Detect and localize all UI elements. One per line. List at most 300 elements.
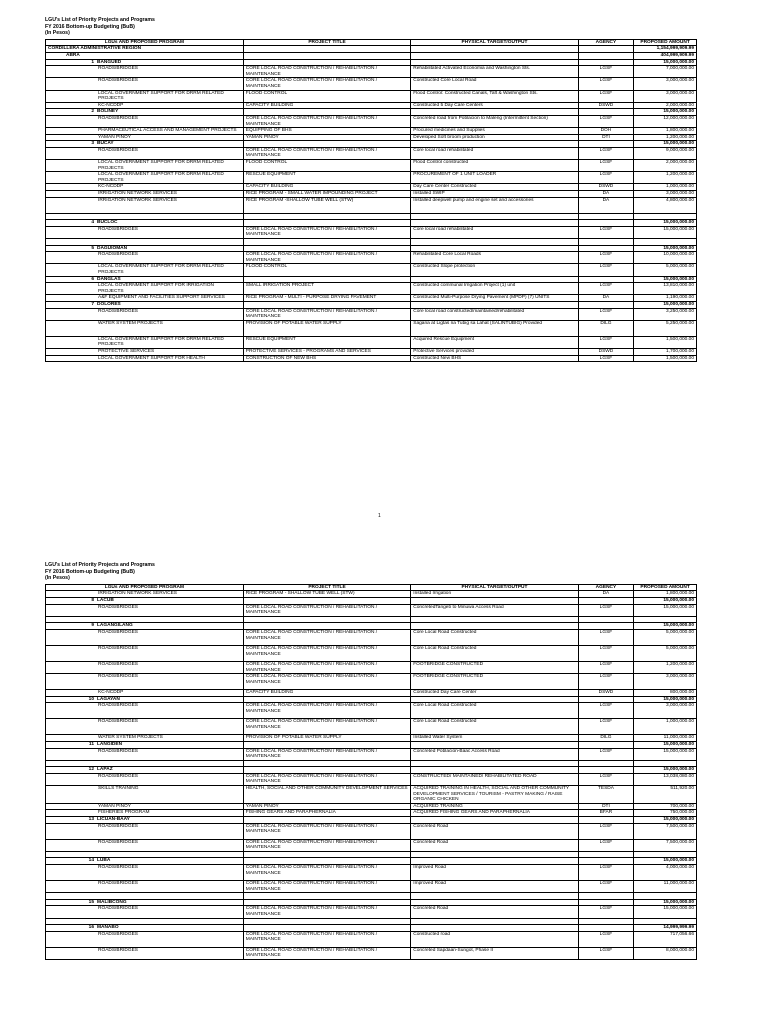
- amount-cell: 3,000,000.00: [634, 674, 697, 690]
- table-row: [46, 115, 697, 127]
- project-title-cell: CORE LOCAL ROAD CONSTRUCTION / REHABILITATION / MAINTENANCE: [243, 226, 410, 238]
- lgu-total-amount: 15,000,000.00: [634, 597, 697, 604]
- program-cell: LOCAL GOVERNMENT SUPPORT FOR DRRM RELATED PROJECTS: [46, 336, 244, 348]
- program-cell: LOCAL GOVERNMENT SUPPORT FOR DRRM RELATED PROJECTS: [46, 172, 244, 184]
- agency-cell: LGSF: [578, 906, 633, 918]
- empty-cell: [578, 141, 633, 148]
- spacer-cell: [46, 616, 244, 623]
- physical-target-cell: Constructed road: [411, 931, 578, 947]
- project-title-cell: CORE LOCAL ROAD CONSTRUCTION / REHABILITATION / MAINTENANCE: [243, 115, 410, 127]
- lgu-row: [46, 696, 697, 703]
- program-cell: ROADS/BRIDGES: [46, 308, 244, 320]
- table-row: [46, 703, 697, 719]
- empty-cell: [243, 52, 410, 59]
- project-title-cell: FISHING GEARS AND PARAPHERNALIA: [243, 810, 410, 817]
- program-cell: ROADS/BRIDGES: [46, 719, 244, 735]
- agency-cell: LGSF: [578, 881, 633, 893]
- physical-target-cell: Developed Soft broom production: [411, 134, 578, 141]
- lgu-name: DAGUIOMAN: [97, 245, 128, 251]
- page-number: 1: [378, 513, 381, 519]
- agency-cell: DA: [578, 197, 633, 213]
- empty-cell: [578, 899, 633, 906]
- program-cell: ROADS/BRIDGES: [46, 823, 244, 839]
- report-unit: (In Pesos): [45, 30, 70, 37]
- lgu-number: 10: [88, 696, 94, 702]
- lgu-number: 12: [88, 767, 94, 773]
- empty-cell: [411, 46, 578, 53]
- lgu-total-amount: 15,000,000.00: [634, 741, 697, 748]
- lgu-row: [46, 245, 697, 252]
- physical-target-cell: Installed SWIP: [411, 191, 578, 198]
- spacer-cell: [634, 213, 697, 220]
- physical-target-cell: Flood Control: Constructed Canals, Taft & Washington Sts.: [411, 90, 578, 102]
- empty-cell: [243, 59, 410, 66]
- empty-cell: [411, 276, 578, 283]
- report-title: LGU's List of Priority Projects and Programs: [45, 562, 155, 568]
- project-title-cell: RICE PROGRAM - MULTI - PURPOSE DRYING PAVEMENT: [243, 295, 410, 302]
- lgu-row: [46, 597, 697, 604]
- program-cell: LOCAL GOVERNMENT SUPPORT FOR IRRIGATION PROJECTS: [46, 283, 244, 295]
- project-title-cell: CORE LOCAL ROAD CONSTRUCTION / REHABILITATION / MAINTENANCE: [243, 839, 410, 851]
- empty-cell: [578, 696, 633, 703]
- lgu-name-cell: [46, 817, 244, 824]
- table-row: [46, 839, 697, 851]
- province-name-cell: ABRA: [46, 52, 244, 59]
- table-row: [46, 690, 697, 697]
- spacer-cell: [411, 213, 578, 220]
- amount-cell: 3,000,000.00: [634, 191, 697, 198]
- physical-target-cell: Protective Services provided: [411, 348, 578, 355]
- lgu-name-cell: [46, 925, 244, 932]
- column-header-amount: PROPOSED AMOUNT: [634, 584, 697, 591]
- table-row: [46, 348, 697, 355]
- lgu-row: [46, 276, 697, 283]
- project-title-cell: CORE LOCAL ROAD CONSTRUCTION / REHABILITATION / MAINTENANCE: [243, 308, 410, 320]
- spacer-cell: [46, 893, 244, 900]
- physical-target-cell: Concreted Road: [411, 906, 578, 918]
- physical-target-cell: Core Local Road Constructed: [411, 629, 578, 645]
- spacer-cell: [634, 616, 697, 623]
- spacer-cell: [411, 893, 578, 900]
- amount-cell: 9,000,000.00: [634, 147, 697, 159]
- physical-target-cell: Concreted Road: [411, 823, 578, 839]
- program-cell: ROADS/BRIDGES: [46, 661, 244, 673]
- table-row: [46, 748, 697, 760]
- project-title-cell: CORE LOCAL ROAD CONSTRUCTION / REHABILITATION / MAINTENANCE: [243, 748, 410, 760]
- amount-cell: 11,000,000.00: [634, 881, 697, 893]
- agency-cell: DTI: [578, 803, 633, 810]
- program-cell: WATER SYSTEM PROJECTS: [46, 735, 244, 742]
- physical-target-cell: Rehabilitated Activated Economia and Washington Sts.: [411, 66, 578, 78]
- empty-cell: [243, 767, 410, 774]
- lgu-row: [46, 220, 697, 227]
- projects-table: [45, 39, 697, 362]
- amount-cell: 1,000,000.00: [634, 184, 697, 191]
- amount-cell: 12,000,000.00: [634, 115, 697, 127]
- program-cell: IRRIGATION NETWORK SERVICES: [46, 197, 244, 213]
- agency-cell: LGSF: [578, 645, 633, 661]
- lgu-total-amount: 15,000,000.00: [634, 276, 697, 283]
- program-cell: ROADS/BRIDGES: [46, 773, 244, 785]
- empty-cell: [411, 767, 578, 774]
- empty-cell: [411, 59, 578, 66]
- amount-cell: 2,000,000.00: [634, 160, 697, 172]
- lgu-total-amount: 14,999,999.99: [634, 925, 697, 932]
- physical-target-cell: Procured medicines and Supplies: [411, 128, 578, 135]
- table-row: [46, 591, 697, 598]
- lgu-total-amount: 15,000,000.00: [634, 141, 697, 148]
- report-subtitle: FY 2016 Bottom-up Budgeting (BuB): [45, 23, 135, 30]
- agency-cell: LGSF: [578, 748, 633, 760]
- lgu-name-cell: [46, 597, 244, 604]
- amount-cell: 3,000,000.00: [634, 90, 697, 102]
- project-title-cell: CORE LOCAL ROAD CONSTRUCTION / REHABILITATION / MAINTENANCE: [243, 906, 410, 918]
- table-row: [46, 66, 697, 78]
- table-row: [46, 735, 697, 742]
- amount-cell: 1,000,000.00: [634, 719, 697, 735]
- table-row: [46, 786, 697, 804]
- lgu-number: 8: [91, 597, 94, 603]
- spacer-cell: [243, 851, 410, 858]
- physical-target-cell: CONSTRUCTED/ MAINTAINED/ REHABILITATED ROAD: [411, 773, 578, 785]
- lgu-total-amount: 15,000,000.00: [634, 245, 697, 252]
- physical-target-cell: Acquired Rescue Equipment: [411, 336, 578, 348]
- table-row: [46, 295, 697, 302]
- spacer-cell: [411, 918, 578, 925]
- spacer-cell: [578, 213, 633, 220]
- lgu-number: 11: [88, 741, 94, 747]
- program-cell: ROADS/BRIDGES: [46, 865, 244, 881]
- spacer-cell: [46, 918, 244, 925]
- lgu-name-cell: [46, 59, 244, 66]
- amount-cell: 5,000,000.00: [634, 264, 697, 276]
- table-row: [46, 128, 697, 135]
- empty-cell: [411, 245, 578, 252]
- amount-cell: 700,000.00: [634, 803, 697, 810]
- column-header-amount: PROPOSED AMOUNT: [634, 39, 697, 46]
- empty-cell: [411, 220, 578, 227]
- empty-cell: [411, 52, 578, 59]
- table-row: [46, 147, 697, 159]
- spacer-cell: [578, 851, 633, 858]
- spacer-cell: [578, 893, 633, 900]
- spacer-row: [46, 851, 697, 858]
- empty-cell: [243, 46, 410, 53]
- empty-cell: [243, 276, 410, 283]
- empty-cell: [411, 741, 578, 748]
- table-row: [46, 191, 697, 198]
- region-total-amount: 1,154,999,909.99: [634, 46, 697, 53]
- amount-cell: 1,200,000.00: [634, 134, 697, 141]
- project-title-cell: CORE LOCAL ROAD CONSTRUCTION / REHABILITATION / MAINTENANCE: [243, 703, 410, 719]
- lgu-row: [46, 858, 697, 865]
- lgu-name-cell: [46, 301, 244, 308]
- lgu-total-amount: 15,000,000.00: [634, 623, 697, 630]
- document-page-2: [45, 562, 697, 960]
- physical-target-cell: Concreted Sapdaan-Sungot, Phase II: [411, 947, 578, 959]
- agency-cell: LGSF: [578, 264, 633, 276]
- physical-target-cell: ConcretedTangeb to Minuwa Access Road: [411, 604, 578, 616]
- empty-cell: [243, 858, 410, 865]
- province-row: [46, 52, 697, 59]
- table-body: [46, 591, 697, 960]
- program-cell: WATER SYSTEM PROJECTS: [46, 320, 244, 336]
- program-cell: ROADS/BRIDGES: [46, 703, 244, 719]
- program-cell: PHARMACEUTICAL ACCESS AND MANAGEMENT PROJECTS: [46, 128, 244, 135]
- lgu-row: [46, 925, 697, 932]
- empty-cell: [578, 767, 633, 774]
- empty-cell: [243, 696, 410, 703]
- project-title-cell: CAPACITY BUILDING: [243, 102, 410, 109]
- empty-cell: [578, 858, 633, 865]
- project-title-cell: CORE LOCAL ROAD CONSTRUCTION / REHABILITATION / MAINTENANCE: [243, 66, 410, 78]
- empty-cell: [411, 109, 578, 116]
- project-title-cell: PROVISION OF POTABLE WATER SUPPLY: [243, 320, 410, 336]
- spacer-cell: [411, 239, 578, 246]
- spacer-cell: [243, 616, 410, 623]
- program-cell: YAMAN PINOY: [46, 134, 244, 141]
- amount-cell: 511,920.00: [634, 786, 697, 804]
- physical-target-cell: Constructed Core Local Road: [411, 78, 578, 90]
- lgu-name-cell: [46, 858, 244, 865]
- program-cell: ROADS/BRIDGES: [46, 674, 244, 690]
- program-cell: ROADS/BRIDGES: [46, 881, 244, 893]
- lgu-number: 1: [91, 59, 94, 65]
- agency-cell: LGSF: [578, 661, 633, 673]
- empty-cell: [411, 597, 578, 604]
- report-unit: (In Pesos): [45, 575, 70, 582]
- project-title-cell: YAMAN PINOY: [243, 803, 410, 810]
- agency-cell: LGSF: [578, 283, 633, 295]
- spacer-cell: [578, 616, 633, 623]
- physical-target-cell: Constructed New BHS: [411, 355, 578, 362]
- project-title-cell: EQUIPPING OF BHS: [243, 128, 410, 135]
- table-body: [46, 46, 697, 362]
- amount-cell: 8,000,000.00: [634, 947, 697, 959]
- lgu-total-amount: 15,000,000.00: [634, 899, 697, 906]
- lgu-total-amount: 15,000,000.00: [634, 59, 697, 66]
- table-row: [46, 252, 697, 264]
- program-cell: ROADS/BRIDGES: [46, 645, 244, 661]
- empty-cell: [578, 597, 633, 604]
- empty-cell: [578, 623, 633, 630]
- empty-cell: [411, 925, 578, 932]
- agency-cell: LGSF: [578, 719, 633, 735]
- lgu-number: 15: [88, 899, 94, 905]
- agency-cell: LGSF: [578, 865, 633, 881]
- spacer-cell: [578, 918, 633, 925]
- amount-cell: 1,800,000.00: [634, 128, 697, 135]
- empty-cell: [411, 858, 578, 865]
- agency-cell: TESDA: [578, 786, 633, 804]
- program-cell: ROADS/BRIDGES: [46, 78, 244, 90]
- spacer-cell: [243, 893, 410, 900]
- physical-target-cell: Constructed Multi-Purpose Drying Pavement (MPDP) (7) UNITS: [411, 295, 578, 302]
- table-row: [46, 172, 697, 184]
- table-row: [46, 661, 697, 673]
- lgu-name: MALIBCONG: [97, 899, 127, 905]
- amount-cell: 1,800,000.00: [634, 591, 697, 598]
- empty-cell: [578, 276, 633, 283]
- project-title-cell: CAPACITY BUILDING: [243, 184, 410, 191]
- project-title-cell: PROVISION OF POTABLE WATER SUPPLY: [243, 735, 410, 742]
- amount-cell: 800,000.00: [634, 690, 697, 697]
- amount-cell: 15,000,000.00: [634, 226, 697, 238]
- table-row: [46, 674, 697, 690]
- physical-target-cell: Concreted Road: [411, 839, 578, 851]
- spacer-cell: [46, 851, 244, 858]
- lgu-name: BANGUED: [97, 59, 122, 65]
- project-title-cell: RICE PROGRAM -SHALLOW TUBE WELL (STW): [243, 197, 410, 213]
- physical-target-cell: Constructed 5 Day Care Centers: [411, 102, 578, 109]
- amount-cell: 7,000,000.00: [634, 66, 697, 78]
- table-row: [46, 604, 697, 616]
- lgu-name-cell: [46, 899, 244, 906]
- agency-cell: LGSF: [578, 839, 633, 851]
- agency-cell: DILG: [578, 735, 633, 742]
- program-cell: ROADS/BRIDGES: [46, 147, 244, 159]
- spacer-cell: [243, 239, 410, 246]
- project-title-cell: PROTECTIVE SERVICES - PROGRAMS AND SERVICES: [243, 348, 410, 355]
- agency-cell: DTI: [578, 134, 633, 141]
- table-row: [46, 283, 697, 295]
- agency-cell: LGSF: [578, 147, 633, 159]
- table-row: [46, 184, 697, 191]
- lgu-total-amount: 15,000,000.00: [634, 817, 697, 824]
- amount-cell: 15,000,000.00: [634, 906, 697, 918]
- physical-target-cell: Core local road constructed/maintained/rehabilitated: [411, 308, 578, 320]
- amount-cell: 1,500,000.00: [634, 355, 697, 362]
- table-row: [46, 719, 697, 735]
- agency-cell: LGSF: [578, 172, 633, 184]
- empty-cell: [243, 817, 410, 824]
- spacer-cell: [634, 918, 697, 925]
- table-row: [46, 78, 697, 90]
- table-row: [46, 773, 697, 785]
- amount-cell: 750,000.00: [634, 810, 697, 817]
- empty-cell: [243, 623, 410, 630]
- physical-target-cell: Core Local Road Constructed: [411, 703, 578, 719]
- lgu-number: 14: [88, 858, 94, 864]
- table-row: [46, 865, 697, 881]
- spacer-cell: [411, 760, 578, 767]
- spacer-cell: [634, 239, 697, 246]
- lgu-row: [46, 109, 697, 116]
- table-header: [46, 584, 697, 591]
- report-subtitle: FY 2016 Bottom-up Budgeting (BuB): [45, 568, 135, 575]
- empty-cell: [243, 109, 410, 116]
- table-row: [46, 320, 697, 336]
- lgu-number: 6: [91, 276, 94, 282]
- lgu-name: BUCLOC: [97, 220, 118, 226]
- project-title-cell: CONSTRUCTION OF NEW BHS: [243, 355, 410, 362]
- lgu-row: [46, 623, 697, 630]
- agency-cell: LGSF: [578, 308, 633, 320]
- program-cell: IRRIGATION NETWORK SERVICES: [46, 591, 244, 598]
- empty-cell: [578, 301, 633, 308]
- program-cell: ROADS/BRIDGES: [46, 947, 244, 959]
- spacer-cell: [243, 918, 410, 925]
- program-cell: A&F EQUIPMENT AND FACILITIES SUPPORT SERVICES: [46, 295, 244, 302]
- physical-target-cell: Sagana at Ligtas na Tubig sa Lahat (SALINTUBIG) Provided: [411, 320, 578, 336]
- program-cell: SKILLS TRAINING: [46, 786, 244, 804]
- project-title-cell: CORE LOCAL ROAD CONSTRUCTION / REHABILITATION / MAINTENANCE: [243, 947, 410, 959]
- spacer-cell: [46, 760, 244, 767]
- lgu-number: 7: [91, 301, 94, 307]
- amount-cell: 5,000,000.00: [634, 645, 697, 661]
- empty-cell: [243, 597, 410, 604]
- program-cell: ROADS/BRIDGES: [46, 748, 244, 760]
- table-row: [46, 947, 697, 959]
- spacer-row: [46, 918, 697, 925]
- agency-cell: LGSF: [578, 90, 633, 102]
- lgu-number: 2: [91, 109, 94, 115]
- program-cell: ROADS/BRIDGES: [46, 906, 244, 918]
- lgu-name: DOLORES: [97, 301, 121, 307]
- column-header-physical-target: PHYSICAL TARGET/OUTPUT: [411, 584, 578, 591]
- physical-target-cell: Improved Road: [411, 865, 578, 881]
- lgu-name-cell: [46, 767, 244, 774]
- lgu-row: [46, 899, 697, 906]
- agency-cell: LGSF: [578, 66, 633, 78]
- empty-cell: [411, 301, 578, 308]
- lgu-name-cell: [46, 109, 244, 116]
- project-title-cell: CORE LOCAL ROAD CONSTRUCTION / REHABILITATION / MAINTENANCE: [243, 881, 410, 893]
- physical-target-cell: Installed Irrigation: [411, 591, 578, 598]
- lgu-number: 9: [91, 623, 94, 629]
- physical-target-cell: Concreted road from Poblacion to Maleng (Intermittent Section): [411, 115, 578, 127]
- spacer-cell: [411, 616, 578, 623]
- agency-cell: LGSF: [578, 629, 633, 645]
- spacer-cell: [411, 851, 578, 858]
- agency-cell: LGSF: [578, 160, 633, 172]
- agency-cell: LGSF: [578, 703, 633, 719]
- amount-cell: 5,250,000.00: [634, 320, 697, 336]
- spacer-cell: [634, 851, 697, 858]
- project-title-cell: CORE LOCAL ROAD CONSTRUCTION / REHABILITATION / MAINTENANCE: [243, 629, 410, 645]
- amount-cell: 717,056.66: [634, 931, 697, 947]
- lgu-name: LUBA: [97, 858, 111, 864]
- program-cell: LOCAL GOVERNMENT SUPPORT FOR DRRM RELATED PROJECTS: [46, 90, 244, 102]
- project-title-cell: RICE PROGRAM - SHALLOW TUBE WELL (STW): [243, 591, 410, 598]
- program-cell: YAMAN PINOY: [46, 803, 244, 810]
- project-title-cell: RICE PROGRAM - SMALL WATER IMPOUNDING PROJECT: [243, 191, 410, 198]
- lgu-number: 4: [91, 220, 94, 226]
- amount-cell: 3,000,000.00: [634, 78, 697, 90]
- lgu-row: [46, 141, 697, 148]
- project-title-cell: FLOOD CONTROL: [243, 90, 410, 102]
- lgu-name: LANGIDEN: [97, 741, 123, 747]
- empty-cell: [578, 245, 633, 252]
- agency-cell: DA: [578, 295, 633, 302]
- lgu-number: 13: [88, 817, 94, 823]
- lgu-name: LACUB: [97, 597, 114, 603]
- lgu-total-amount: 15,000,000.00: [634, 301, 697, 308]
- physical-target-cell: Rehabilitated Core Local Roads: [411, 252, 578, 264]
- lgu-name: BOLINEY: [97, 109, 119, 115]
- program-cell: FISHERIES PROGRAM: [46, 810, 244, 817]
- physical-target-cell: PROCUREMENT OF 1 UNIT LOADER: [411, 172, 578, 184]
- amount-cell: 7,500,000.00: [634, 839, 697, 851]
- lgu-name-cell: [46, 220, 244, 227]
- program-cell: PROTECTIVE SERVICES: [46, 348, 244, 355]
- amount-cell: 13,810,000.00: [634, 283, 697, 295]
- empty-cell: [578, 741, 633, 748]
- empty-cell: [411, 141, 578, 148]
- agency-cell: DOH: [578, 128, 633, 135]
- table-row: [46, 355, 697, 362]
- spacer-row: [46, 760, 697, 767]
